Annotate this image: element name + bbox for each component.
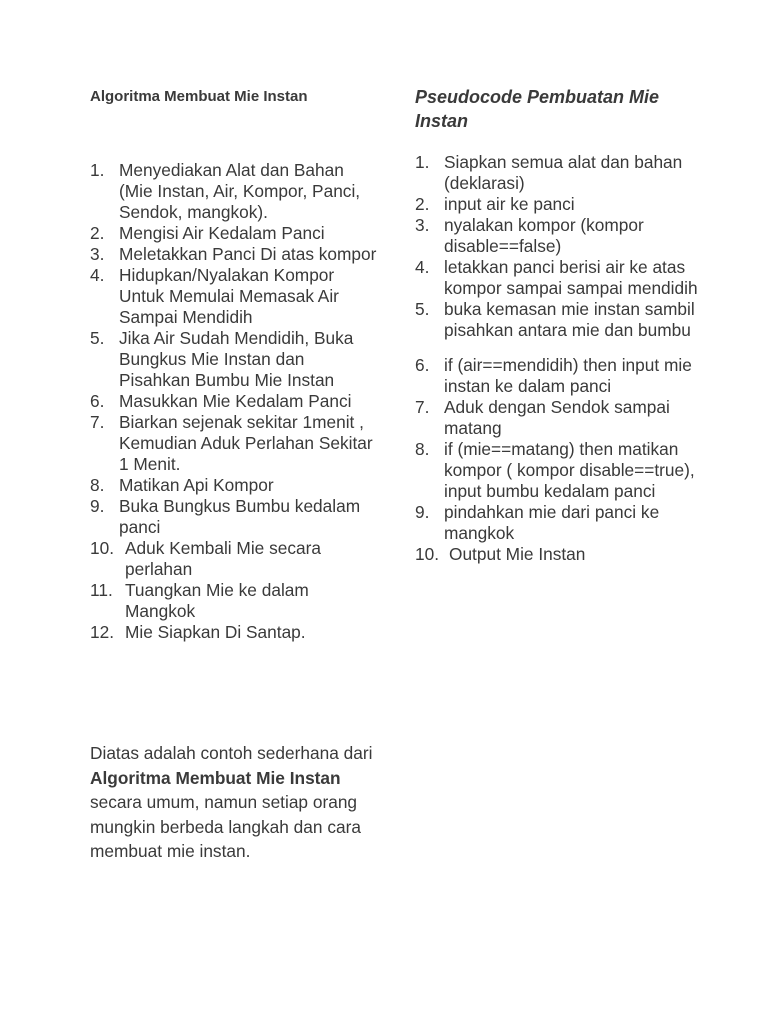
step-text: letakkan panci berisi air ke atas kompor sampai sampai mendidih: [444, 257, 698, 298]
algorithm-step: 7. Biarkan sejenak sekitar 1menit , Kemudian Aduk Perlahan Sekitar 1 Menit.: [90, 412, 373, 474]
step-text: Output Mie Instan: [449, 544, 586, 564]
algorithm-step: 3. Meletakkan Panci Di atas kompor: [90, 244, 377, 264]
summary-paragraph: Diatas adalah contoh sederhana dari Algoritma Membuat Mie Instan secara umum, namun setiap orang mungkin berbeda langkah dan cara membuat mie instan.: [90, 743, 373, 861]
step-text: Matikan Api Kompor: [119, 475, 274, 495]
step-text: Meletakkan Panci Di atas kompor: [119, 244, 377, 264]
step-text: Buka Bungkus Bumbu kedalam panci: [119, 496, 361, 537]
step-text: Hidupkan/Nyalakan Kompor Untuk Memulai Memasak Air Sampai Mendidih: [119, 265, 339, 327]
pseudocode-step: 3. nyalakan kompor (kompor disable==false): [415, 215, 644, 256]
algorithm-step: 1. Menyediakan Alat dan Bahan (Mie Instan, Air, Kompor, Panci, Sendok, mangkok).: [90, 160, 361, 222]
pseudocode-step: 9. pindahkan mie dari panci ke mangkok: [415, 502, 660, 543]
pseudocode-step: 4. letakkan panci berisi air ke atas kompor sampai sampai mendidih: [415, 257, 698, 298]
pseudocode-step: 1. Siapkan semua alat dan bahan (deklarasi): [415, 152, 683, 193]
step-text: pindahkan mie dari panci ke mangkok: [444, 502, 660, 543]
step-text: buka kemasan mie instan sambil pisahkan antara mie dan bumbu: [444, 299, 695, 340]
algorithm-step: 2. Mengisi Air Kedalam Panci: [90, 223, 325, 243]
algorithm-title: Algoritma Membuat Mie Instan: [90, 88, 308, 105]
algorithm-step: 12. Mie Siapkan Di Santap.: [90, 622, 306, 642]
pseudocode-step: 10. Output Mie Instan: [415, 544, 586, 564]
step-text: if (mie==matang) then matikan kompor ( kompor disable==true), input bumbu kedalam panci: [444, 439, 695, 501]
pseudocode-step: 2. input air ke panci: [415, 194, 575, 214]
algorithm-steps: [90, 160, 380, 643]
step-text: Tuangkan Mie ke dalam Mangkok: [125, 580, 309, 621]
step-text: Menyediakan Alat dan Bahan (Mie Instan, Air, Kompor, Panci, Sendok, mangkok).: [119, 160, 361, 222]
algorithm-step: 8. Matikan Api Kompor: [90, 475, 274, 495]
pseudocode-step: 7. Aduk dengan Sendok sampai matang: [415, 397, 670, 438]
step-text: Mie Siapkan Di Santap.: [125, 622, 306, 642]
algorithm-step: 6. Masukkan Mie Kedalam Panci: [90, 391, 352, 411]
step-text: Siapkan semua alat dan bahan (deklarasi): [444, 152, 683, 193]
pseudocode-steps: [415, 152, 715, 565]
highlight-phrase: Algoritma Membuat Mie Instan: [90, 767, 341, 788]
algorithm-step: 11. Tuangkan Mie ke dalam Mangkok: [90, 580, 309, 621]
step-text: Jika Air Sudah Mendidih, Buka Bungkus Mie Instan dan Pisahkan Bumbu Mie Instan: [119, 328, 354, 390]
algorithm-step: 4. Hidupkan/Nyalakan Kompor Untuk Memulai Memasak Air Sampai Mendidih: [90, 265, 339, 327]
algorithm-step: 10. Aduk Kembali Mie secara perlahan: [90, 538, 321, 579]
step-text: if (air==mendidih) then input mie instan ke dalam panci: [444, 355, 692, 396]
algorithm-step: 5. Jika Air Sudah Mendidih, Buka Bungkus Mie Instan dan Pisahkan Bumbu Mie Instan: [90, 328, 354, 390]
step-text: Aduk Kembali Mie secara perlahan: [125, 538, 321, 579]
algorithm-step: 9. Buka Bungkus Bumbu kedalam panci: [90, 496, 361, 537]
step-text: Mengisi Air Kedalam Panci: [119, 223, 325, 243]
step-text: nyalakan kompor (kompor disable==false): [444, 215, 644, 256]
pseudocode-step: 6. if (air==mendidih) then input mie instan ke dalam panci: [415, 355, 692, 396]
pseudocode-step: 8. if (mie==matang) then matikan kompor ( kompor disable==true), input bumbu kedalam panci: [415, 439, 695, 501]
step-text: input air ke panci: [444, 194, 575, 214]
step-text: Biarkan sejenak sekitar 1menit , Kemudian Aduk Perlahan Sekitar 1 Menit.: [119, 412, 373, 474]
step-text: Aduk dengan Sendok sampai matang: [444, 397, 670, 438]
step-text: Masukkan Mie Kedalam Panci: [119, 391, 352, 411]
pseudocode-title: Pseudocode Pembuatan Mie Instan: [415, 87, 660, 131]
pseudocode-step: 5. buka kemasan mie instan sambil pisahkan antara mie dan bumbu: [415, 299, 695, 340]
